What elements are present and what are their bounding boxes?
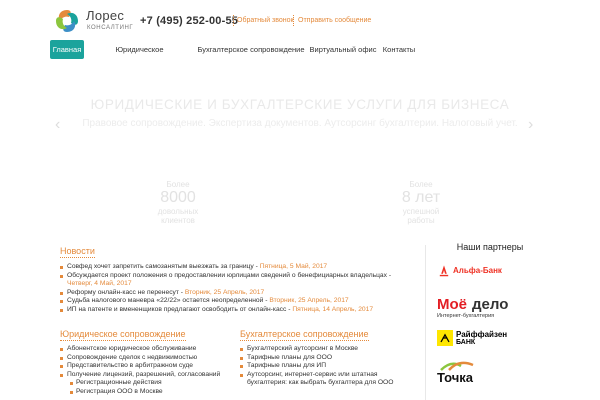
nav-item-legal[interactable]: Юридическое <box>115 45 164 54</box>
header <box>0 0 600 40</box>
raiffeisen-logo-icon <box>437 330 453 346</box>
stat-years <box>376 180 466 225</box>
stat-label: клиентов <box>161 216 195 225</box>
news-text[interactable]: Судьба налогового маневра «22/22» остается неопределенной <box>67 297 264 305</box>
partner-name: Альфа-Банк <box>453 266 502 275</box>
logo-subtitle: КОНСАЛТИНГ <box>87 25 134 31</box>
partner-name: БАНК <box>456 339 476 346</box>
stat-label: довольных <box>157 207 199 216</box>
news-date: Вторник, 25 Апрель, 2017 <box>269 297 349 305</box>
logo-title[interactable]: Лорес <box>86 8 125 23</box>
list-item[interactable]: Регистрация ООО в Москве <box>60 388 220 397</box>
list-item[interactable]: ИП на патенте и вмененщиков предлагают освободить от онлайн-касс - Пятница, 14 Апрель, 2017 <box>60 306 391 315</box>
list-item[interactable]: Представительство в арбитражном суде <box>60 362 220 371</box>
partner-moe-delo[interactable] <box>437 296 537 322</box>
list-item[interactable]: Бухгалтерский аутсорсинг в Москве <box>240 345 393 354</box>
stat-label: работы <box>407 216 435 225</box>
send-message-link[interactable]: Отправить сообщение <box>298 17 372 24</box>
list-item[interactable]: Абонентское юридическое обслуживание <box>60 345 220 354</box>
partner-alfa-bank[interactable] <box>437 262 537 282</box>
hero-title: ЮРИДИЧЕСКИЕ И БУХГАЛТЕРСКИЕ УСЛУГИ ДЛЯ БИЗНЕСА <box>90 97 510 112</box>
list-item[interactable]: Аутсорсинг, интернет-сервис или штатная <box>240 371 393 380</box>
stat-value: 8 лет <box>401 189 441 206</box>
partner-name: Моё <box>437 296 467 313</box>
news-title[interactable]: Новости <box>60 246 95 256</box>
slider-next-icon[interactable]: › <box>528 116 534 133</box>
list-item[interactable]: Обсуждается проект положения о предоставлении юрлицами сведений о бенефициарных владельцах - <box>60 272 391 281</box>
hero-subtitle: Правовое сопровождение. Экспертиза документов. Аутсорсинг бухгалтерии. Налоговый учет. <box>82 118 518 129</box>
stat-value: 8000 <box>160 189 196 206</box>
partner-name: дело <box>472 296 509 313</box>
sidebar-divider <box>425 245 426 400</box>
news-text[interactable]: Обсуждается проект положения о предоставлении юрлицами сведений о бенефициарных владельцах <box>67 271 387 279</box>
accounting-list <box>240 345 393 388</box>
partner-name: Точка <box>437 370 474 385</box>
divider <box>293 15 294 26</box>
stat-label: успешной <box>402 207 440 216</box>
callback-link[interactable]: Обратный звонок <box>237 17 294 24</box>
nav-item-contacts[interactable]: Контакты <box>382 45 416 54</box>
nav-item-accounting[interactable]: Бухгалтерское сопровождение <box>197 45 305 54</box>
nav-item-home[interactable]: Главная <box>50 40 84 59</box>
logo-icon[interactable] <box>53 7 81 35</box>
partner-tochka[interactable] <box>437 360 537 386</box>
legal-title[interactable]: Юридическое сопровождение <box>60 329 186 339</box>
list-item[interactable]: Сопровождение сделок с недвижимостью <box>60 354 220 363</box>
list-item <box>60 280 391 289</box>
partners-title: Наши партнеры <box>456 242 524 252</box>
list-item[interactable]: бухгалтерия: как выбрать бухгалтера для ООО <box>247 379 394 387</box>
divider <box>233 15 234 26</box>
stat-prefix: Более <box>166 180 190 189</box>
stat-prefix: Более <box>409 180 433 189</box>
list-item[interactable]: Получение лицензий, разрешений, согласований <box>60 371 220 380</box>
list-item[interactable]: Регистрационные действия <box>60 379 220 388</box>
list-item[interactable]: Тарифные планы для ИП <box>240 362 393 371</box>
alfa-bank-logo-icon <box>437 262 451 280</box>
news-text[interactable]: Реформу онлайн-касс не перенесут <box>67 288 179 296</box>
news-date: Четверг, 4 Май, 2017 <box>67 280 132 288</box>
partner-raiffeisen[interactable] <box>437 328 537 350</box>
list-item[interactable]: Тарифные планы для ООО <box>240 354 393 363</box>
news-date: Пятница, 5 Май, 2017 <box>259 263 328 270</box>
partner-name: Райффайзен <box>456 330 508 339</box>
news-text[interactable]: ИП на патенте и вмененщиков предлагают освободить от онлайн-касс <box>67 305 287 313</box>
news-text[interactable]: Совфед хочет запретить самозанятым выезжать за границу <box>67 263 254 270</box>
list-item[interactable]: Реформу онлайн-касс не перенесут - Вторник, 25 Апрель, 2017 <box>60 289 391 298</box>
list-item[interactable]: Судьба налогового маневра «22/22» остается неопределенной - Вторник, 25 Апрель, 2017 <box>60 297 391 306</box>
partner-tagline: Интернет-бухгалтерия <box>437 313 495 319</box>
news-date: Вторник, 25 Апрель, 2017 <box>184 288 265 296</box>
phone-number: +7 (495) 252-00-55 <box>140 15 239 27</box>
accounting-title[interactable]: Бухгалтерское сопровождение <box>240 329 369 339</box>
news-list <box>60 263 391 315</box>
hero-slider <box>0 65 600 240</box>
main-nav <box>0 40 600 62</box>
legal-list <box>60 345 220 397</box>
news-date: Пятница, 14 Апрель, 2017 <box>292 305 374 313</box>
stat-clients <box>133 180 223 225</box>
list-item[interactable]: Совфед хочет запретить самозанятым выезжать за границу - Пятница, 5 Май, 2017 <box>60 263 391 272</box>
slider-prev-icon[interactable]: ‹ <box>55 116 61 133</box>
nav-item-virtual-office[interactable]: Виртуальный офис <box>309 45 377 54</box>
